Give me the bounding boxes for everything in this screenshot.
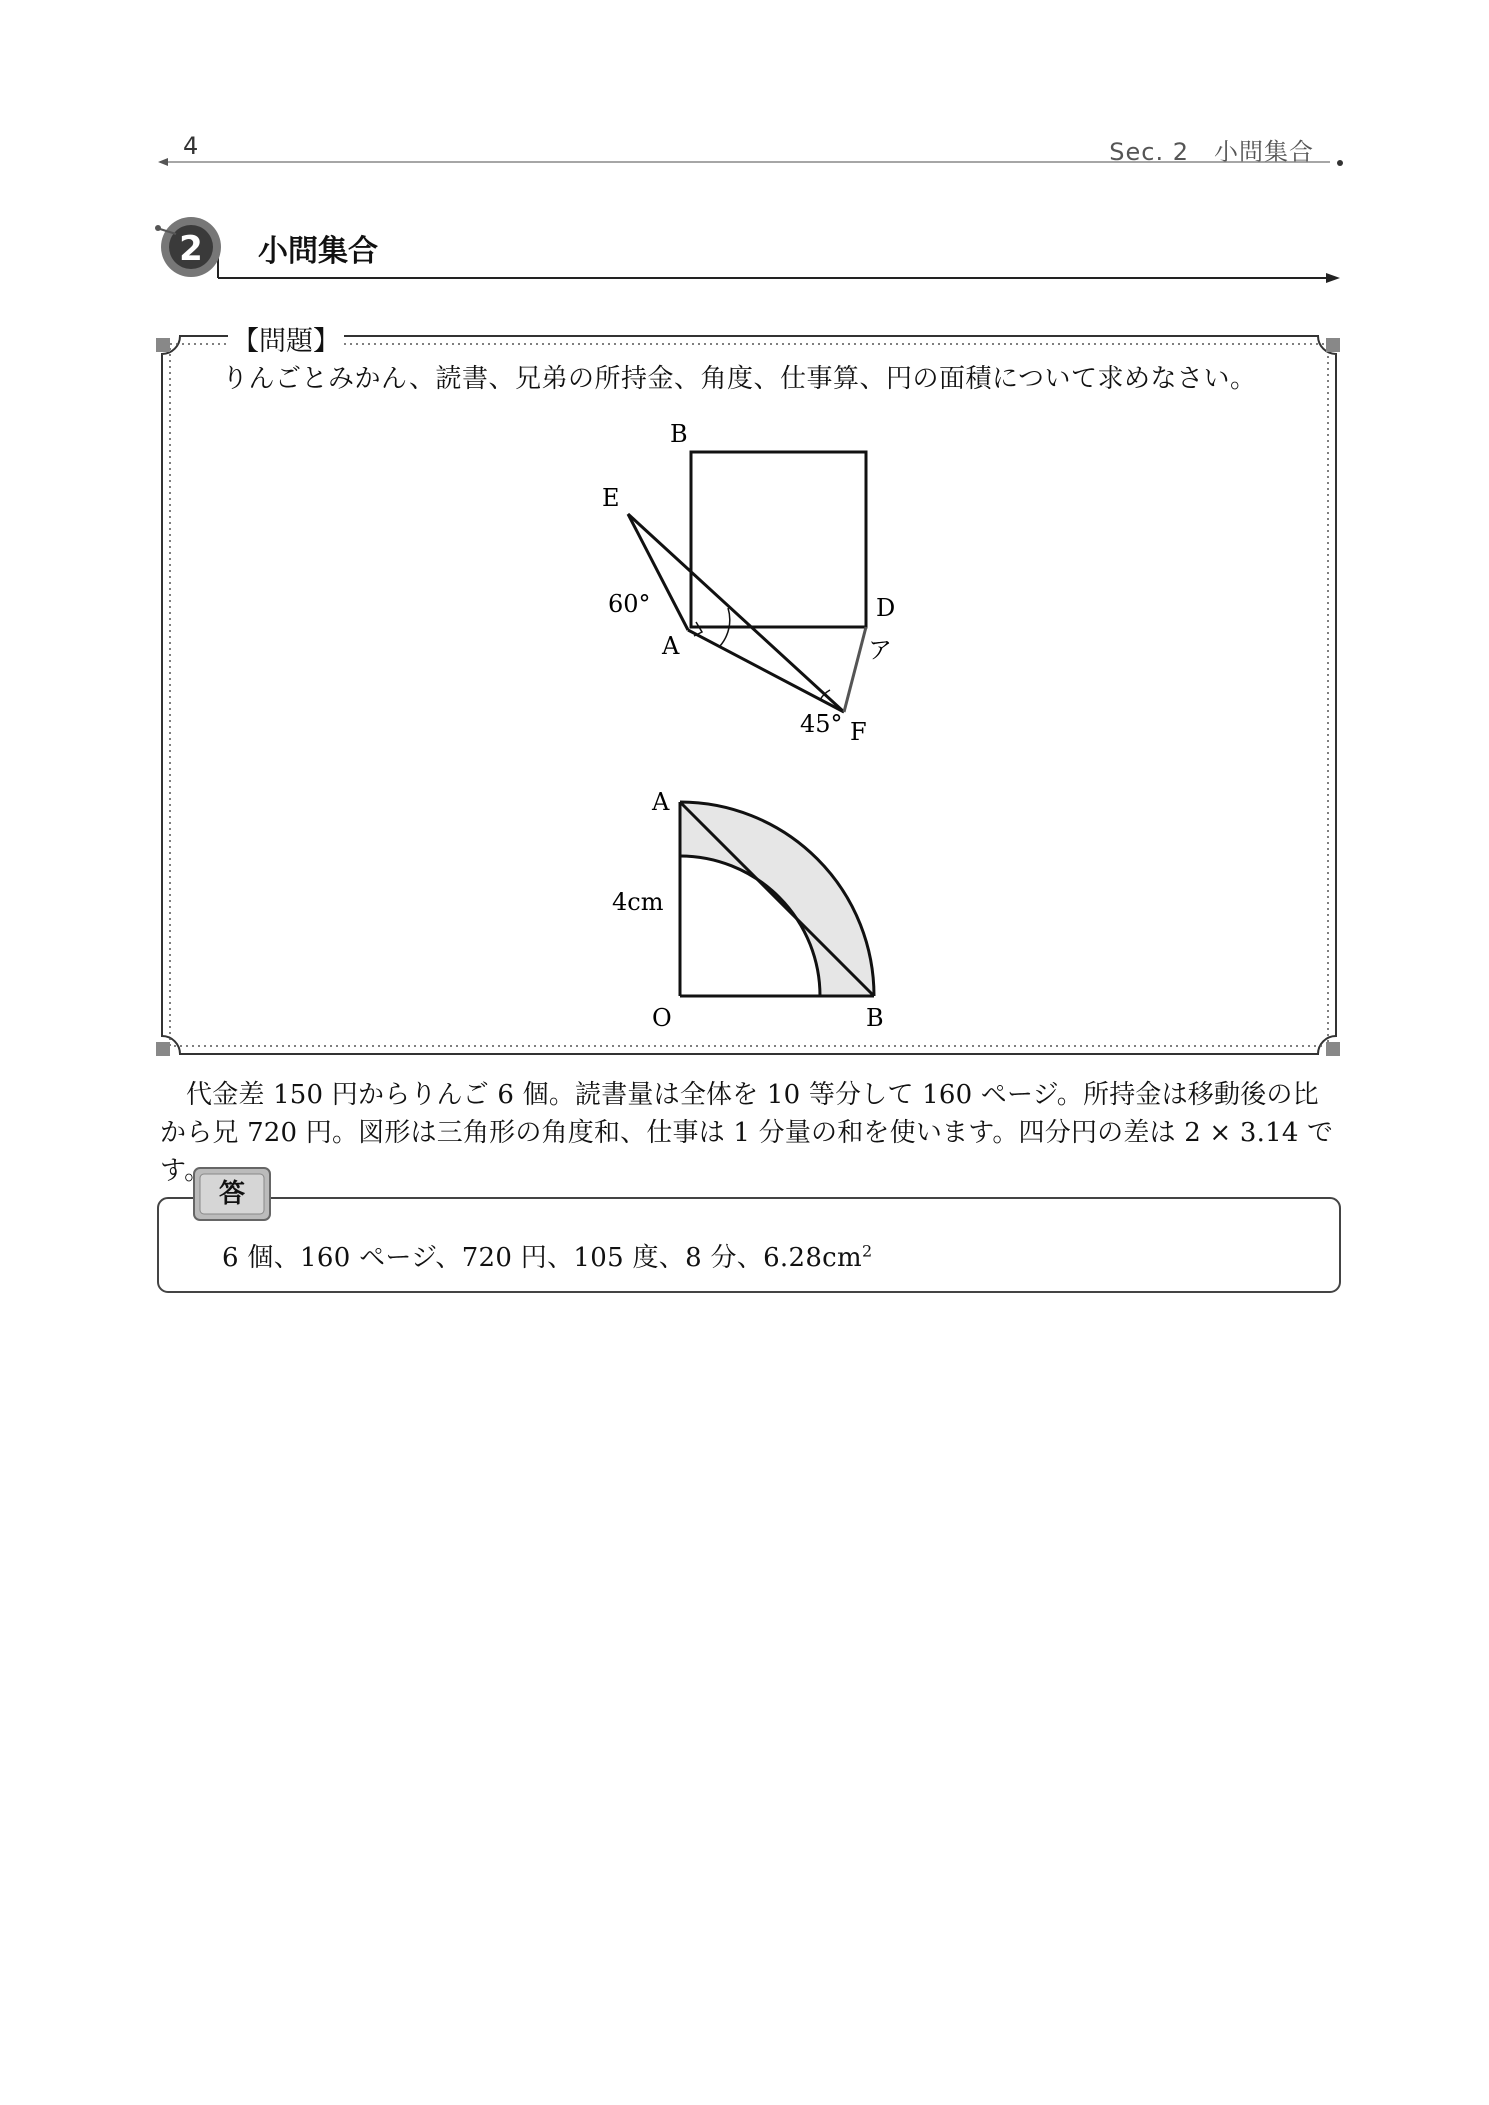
length-label: 4cm [612,888,664,916]
running-header-title: Sec. 2 小問集合 [1109,138,1314,166]
square-shape [691,452,866,627]
segment-ef [628,514,844,712]
section-title: 小問集合 [258,234,378,269]
answer-text [222,1237,872,1274]
label-o: O [652,1004,672,1032]
problem-label: 【問題】 [228,319,344,358]
answer-exponent: 2 [862,1241,873,1261]
label-a: A [662,632,680,660]
figure-quarter-circle [600,780,900,1040]
explanation-text: 代金差 150 円からりんご 6 個。読書量は全体を 10 等分して 160 ページ。所持金は移動後の比から兄 720 円。図形は三角形の角度和、仕事は 1 分量の和を使います。四分円の差は 2 × 3.14 です。 [160,1080,1334,1186]
page-number: 4 [183,132,199,160]
label-b2: B [866,1004,884,1032]
section-badge-number: 2 [179,229,203,269]
label-e: E [602,484,620,512]
label-a2: A [652,788,670,816]
label-b: B [670,420,688,448]
problem-text: りんごとみかん、読書、兄弟の所持金、角度、仕事算、円の面積について求めなさい。 [222,364,1257,394]
label-d: D [876,594,896,622]
label-a-mark: ア [868,636,892,664]
angle-label-45: 45° [800,710,843,738]
section-badge-number-holder [170,229,212,269]
label-f: F [850,718,867,746]
angle-label-60: 60° [608,590,651,618]
figure-square-triangle [560,410,920,750]
segment-df [844,627,866,712]
answer-label: 答 [218,1179,245,1209]
answer-values: 6 個、160 ページ、720 円、105 度、8 分、6.28cm [222,1243,862,1273]
